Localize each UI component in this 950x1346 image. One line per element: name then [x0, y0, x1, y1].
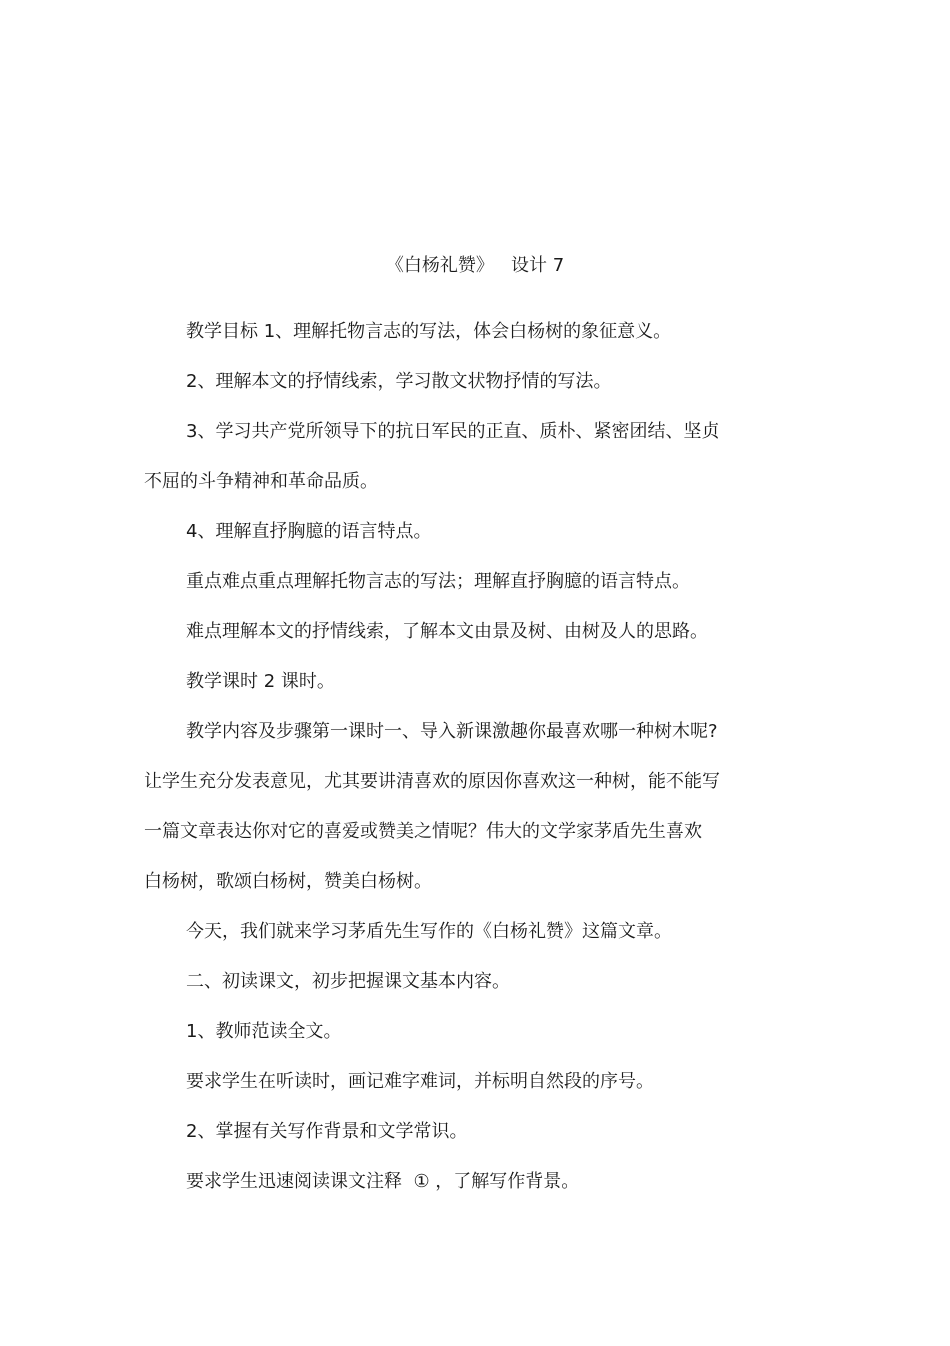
- paragraph-line-teaching-goal-4: 4、理解直抒胸臆的语言特点。: [186, 521, 432, 542]
- paragraph-line-content-steps-cont-3: 白杨树，歌颂白杨树，赞美白杨树。: [144, 871, 432, 892]
- paragraph-line-content-steps-cont-1: 让学生充分发表意见，尤其要讲清喜欢的原因你喜欢这一种树，能不能写: [144, 771, 720, 792]
- paragraph-line-today: 今天，我们就来学习茅盾先生写作的《白杨礼赞》这篇文章。: [186, 921, 672, 942]
- paragraph-line-class-hours: 教学课时 2 课时。: [186, 671, 335, 692]
- paragraph-line-content-steps-cont-2: 一篇文章表达你对它的喜爱或赞美之情呢？伟大的文学家茅盾先生喜欢: [144, 821, 702, 842]
- paragraph-line-teaching-goal-1: 教学目标 1、理解托物言志的写法，体会白杨树的象征意义。: [186, 321, 672, 342]
- paragraph-line-step-1-detail: 要求学生在听读时，画记难字难词，并标明自然段的序号。: [186, 1071, 654, 1092]
- paragraph-line-teaching-goal-3-cont: 不屈的斗争精神和革命品质。: [144, 471, 378, 492]
- paragraph-line-teaching-goal-2: 2、理解本文的抒情线索，学习散文状物抒情的写法。: [186, 371, 612, 392]
- paragraph-line-step-2: 2、掌握有关写作背景和文学常识。: [186, 1121, 468, 1142]
- paragraph-line-section-two: 二、初读课文，初步把握课文基本内容。: [186, 971, 510, 992]
- paragraph-line-step-2-detail: 要求学生迅速阅读课文注释 ① ，了解写作背景。: [186, 1171, 580, 1192]
- document-title: 《白杨礼赞》 设计 7: [385, 255, 565, 276]
- paragraph-line-key-points: 重点难点重点理解托物言志的写法；理解直抒胸臆的语言特点。: [186, 571, 690, 592]
- paragraph-line-teaching-goal-3: 3、学习共产党所领导下的抗日军民的正直、质朴、紧密团结、坚贞: [186, 421, 720, 442]
- paragraph-line-content-steps: 教学内容及步骤第一课时一、导入新课激趣你最喜欢哪一种树木呢?: [186, 721, 718, 742]
- paragraph-line-step-1: 1、教师范读全文。: [186, 1021, 342, 1042]
- paragraph-line-difficulties: 难点理解本文的抒情线索，了解本文由景及树、由树及人的思路。: [186, 621, 708, 642]
